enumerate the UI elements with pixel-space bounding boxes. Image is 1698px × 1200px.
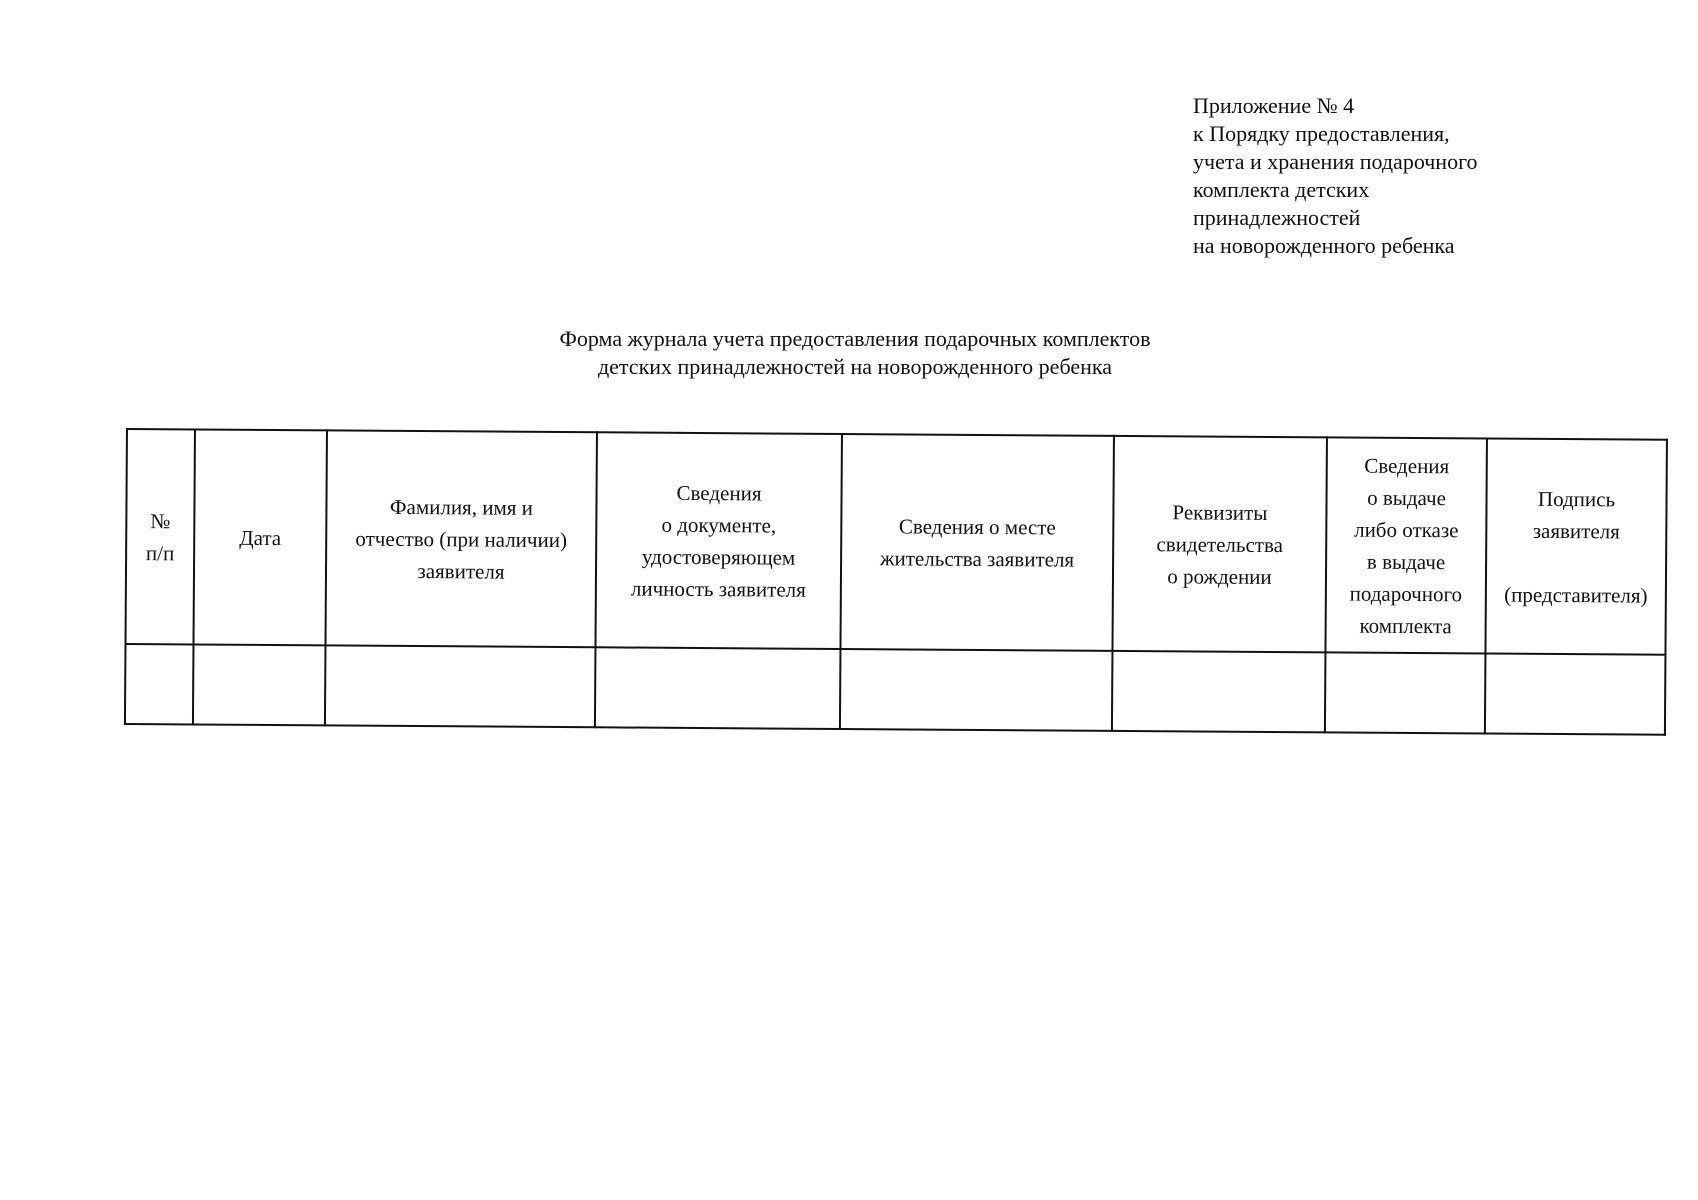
- journal-table: [124, 428, 1668, 736]
- form-title: [360, 325, 1350, 381]
- appendix-line: на новорожденного ребенка: [1193, 233, 1455, 258]
- header-cell-residence: Сведения о месте жительства заявителя: [840, 434, 1113, 651]
- table-cell: [1112, 651, 1326, 732]
- table-cell: [595, 647, 841, 729]
- table-cell: [1485, 653, 1666, 734]
- header-cell-issue-status: Сведения о выдаче либо отказе в выдаче подарочного комплекта: [1325, 437, 1486, 653]
- appendix-line: комплекта детских: [1193, 177, 1370, 202]
- table-cell: [1325, 652, 1486, 733]
- header-cell-date: Дата: [193, 429, 326, 645]
- header-cell-identity-document: Сведения о документе, удостоверяющем личность заявителя: [595, 432, 841, 649]
- table-cell: [325, 645, 596, 727]
- appendix-line: учета и хранения подарочного: [1193, 149, 1478, 174]
- appendix-note: [1193, 92, 1613, 260]
- table-cell: [840, 649, 1113, 731]
- form-title-line: Форма журнала учета предоставления подарочных комплектов: [559, 326, 1151, 351]
- header-cell-birth-certificate: Реквизиты свидетельства о рождении: [1112, 436, 1326, 652]
- table-row: [125, 644, 1666, 735]
- table-header-row: [125, 429, 1666, 655]
- appendix-line: к Порядку предоставления,: [1193, 121, 1450, 146]
- form-title-line: детских принадлежностей на новорожденного ребенка: [597, 354, 1113, 379]
- header-cell-signature: Подпись заявителя (представителя): [1485, 439, 1666, 655]
- header-cell-applicant-name: Фамилия, имя и отчество (при наличии) заявителя: [325, 430, 596, 647]
- header-cell-number: № п/п: [125, 429, 194, 644]
- appendix-line: Приложение № 4: [1193, 93, 1355, 118]
- appendix-line: принадлежностей: [1193, 205, 1361, 230]
- table-cell: [125, 644, 194, 724]
- table-cell: [193, 644, 326, 725]
